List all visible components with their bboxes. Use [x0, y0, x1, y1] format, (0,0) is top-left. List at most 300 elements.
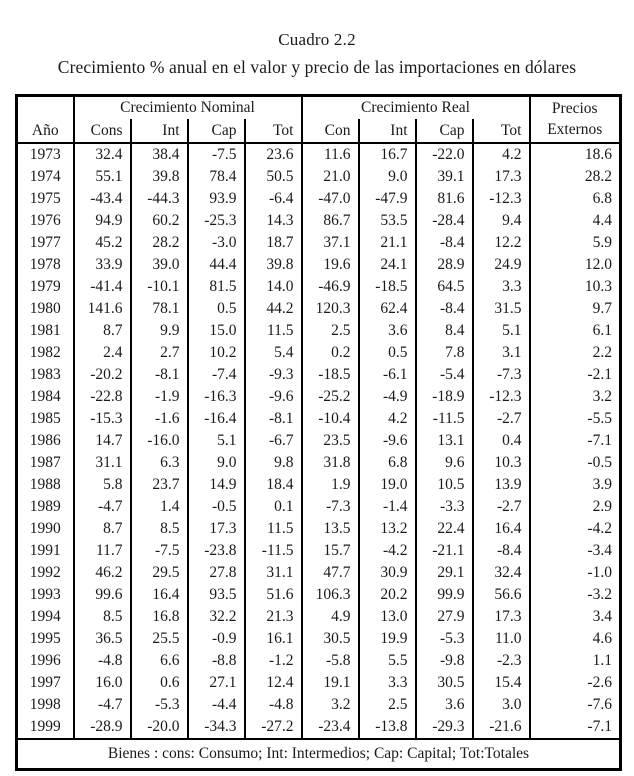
value-cell: 13.0 [359, 606, 416, 628]
value-cell: -8.4 [416, 298, 473, 320]
value-cell: -9.8 [416, 650, 473, 672]
year-cell: 1979 [29, 278, 61, 296]
value-cell: 10.2 [188, 342, 245, 364]
value-cell: 13.5 [302, 518, 359, 540]
value-cell: 64.5 [416, 276, 473, 298]
value-cell: 8.7 [74, 518, 131, 540]
value-cell: -21.6 [473, 716, 530, 739]
value-cell: 3.6 [416, 694, 473, 716]
table-row [17, 694, 621, 716]
value-cell: -22.8 [74, 386, 131, 408]
value-cell: 2.5 [359, 694, 416, 716]
value-cell: 8.5 [74, 606, 131, 628]
value-cell: 19.1 [302, 672, 359, 694]
value-cell: 8.4 [416, 320, 473, 342]
value-cell: -8.4 [416, 232, 473, 254]
value-cell: 19.6 [302, 254, 359, 276]
value-cell: 27.8 [188, 562, 245, 584]
table-row [17, 452, 621, 474]
year-cell: 1977 [29, 234, 61, 252]
value-cell: 30.5 [302, 628, 359, 650]
column-header-cap-real: Cap [416, 119, 473, 143]
year-cell: 1985 [29, 410, 61, 428]
value-cell: 14.3 [245, 210, 302, 232]
value-cell: 27.1 [188, 672, 245, 694]
value-cell: 36.5 [74, 628, 131, 650]
value-cell: -1.4 [359, 496, 416, 518]
value-cell: -34.3 [188, 716, 245, 739]
value-cell: 1.1 [530, 650, 621, 672]
table-row [17, 628, 621, 650]
value-cell: -9.6 [359, 430, 416, 452]
value-cell: 3.2 [530, 386, 621, 408]
value-cell: -18.5 [302, 364, 359, 386]
value-cell: -47.9 [359, 188, 416, 210]
value-cell: 28.2 [131, 232, 188, 254]
value-cell: -28.9 [74, 716, 131, 739]
value-cell: 9.8 [245, 452, 302, 474]
group-header-precios-externos [530, 96, 621, 144]
table-row [17, 518, 621, 540]
table-row [17, 474, 621, 496]
value-cell: 39.1 [416, 166, 473, 188]
value-cell: 17.3 [473, 166, 530, 188]
value-cell: 8.7 [74, 320, 131, 342]
column-header-ano: Año [17, 119, 74, 143]
value-cell: -4.2 [359, 540, 416, 562]
table-row [17, 210, 621, 232]
value-cell: 17.3 [188, 518, 245, 540]
value-cell: -4.2 [530, 518, 621, 540]
value-cell: -2.3 [473, 650, 530, 672]
value-cell: 5.1 [473, 320, 530, 342]
value-cell: 4.9 [302, 606, 359, 628]
value-cell: 16.1 [245, 628, 302, 650]
value-cell: -43.4 [74, 188, 131, 210]
precios-line2: Externos [547, 120, 603, 138]
value-cell: 3.3 [473, 276, 530, 298]
value-cell: -2.7 [473, 496, 530, 518]
value-cell: 39.8 [131, 166, 188, 188]
value-cell: -6.4 [245, 188, 302, 210]
column-header-tot-real: Tot [473, 119, 530, 143]
year-cell: 1987 [29, 454, 61, 472]
value-cell: 16.8 [131, 606, 188, 628]
table-row [17, 540, 621, 562]
value-cell: 0.5 [359, 342, 416, 364]
year-cell: 1981 [29, 322, 61, 340]
value-cell: -7.1 [530, 716, 621, 739]
value-cell: -4.8 [245, 694, 302, 716]
year-cell: 1995 [29, 630, 61, 648]
table-row [17, 342, 621, 364]
value-cell: -7.1 [530, 430, 621, 452]
value-cell: 93.9 [188, 188, 245, 210]
value-cell: 18.4 [245, 474, 302, 496]
value-cell: -44.3 [131, 188, 188, 210]
value-cell: 0.1 [245, 496, 302, 518]
value-cell: 13.9 [473, 474, 530, 496]
value-cell: -4.4 [188, 694, 245, 716]
year-cell: 1980 [29, 300, 61, 318]
table-row [17, 188, 621, 210]
value-cell: -6.7 [245, 430, 302, 452]
value-cell: 19.9 [359, 628, 416, 650]
year-cell: 1982 [29, 344, 61, 362]
value-cell: 3.3 [359, 672, 416, 694]
value-cell: 3.1 [473, 342, 530, 364]
value-cell: 16.7 [359, 143, 416, 166]
value-cell: 28.9 [416, 254, 473, 276]
value-cell: 16.4 [473, 518, 530, 540]
value-cell: 45.2 [74, 232, 131, 254]
table-row [17, 430, 621, 452]
value-cell: -46.9 [302, 276, 359, 298]
value-cell: 81.5 [188, 276, 245, 298]
table-row [17, 716, 621, 739]
value-cell: 8.5 [131, 518, 188, 540]
group-header-real: Crecimiento Real [302, 96, 530, 120]
value-cell: -27.2 [245, 716, 302, 739]
table-row [17, 584, 621, 606]
value-cell: 9.0 [359, 166, 416, 188]
value-cell: -7.5 [188, 143, 245, 166]
value-cell: -18.9 [416, 386, 473, 408]
value-cell: -11.5 [245, 540, 302, 562]
column-header-tot-nominal: Tot [245, 119, 302, 143]
table-row [17, 276, 621, 298]
value-cell: 2.9 [530, 496, 621, 518]
value-cell: 37.1 [302, 232, 359, 254]
value-cell: 21.3 [245, 606, 302, 628]
value-cell: 9.4 [473, 210, 530, 232]
value-cell: 1.9 [302, 474, 359, 496]
value-cell: 3.6 [359, 320, 416, 342]
value-cell: -7.6 [530, 694, 621, 716]
value-cell: 16.0 [74, 672, 131, 694]
value-cell: 50.5 [245, 166, 302, 188]
value-cell: 15.7 [302, 540, 359, 562]
value-cell: -47.0 [302, 188, 359, 210]
value-cell: -0.5 [188, 496, 245, 518]
value-cell: 0.5 [188, 298, 245, 320]
value-cell: -3.0 [188, 232, 245, 254]
value-cell: 78.4 [188, 166, 245, 188]
value-cell: -25.2 [302, 386, 359, 408]
value-cell: 23.7 [131, 474, 188, 496]
value-cell: 12.2 [473, 232, 530, 254]
value-cell: -0.9 [188, 628, 245, 650]
footer-row [17, 739, 621, 770]
value-cell: -16.0 [131, 430, 188, 452]
year-cell: 1974 [29, 168, 61, 186]
column-header-int-real: Int [359, 119, 416, 143]
value-cell: 2.5 [302, 320, 359, 342]
table-row [17, 386, 621, 408]
value-cell: -29.3 [416, 716, 473, 739]
value-cell: -4.9 [359, 386, 416, 408]
value-cell: -5.8 [302, 650, 359, 672]
year-cell: 1984 [29, 388, 61, 406]
value-cell: -12.3 [473, 386, 530, 408]
value-cell: 3.9 [530, 474, 621, 496]
value-cell: -0.5 [530, 452, 621, 474]
column-header-cap-nominal: Cap [188, 119, 245, 143]
value-cell: 17.3 [473, 606, 530, 628]
year-cell: 1988 [29, 476, 61, 494]
value-cell: 32.4 [74, 143, 131, 166]
value-cell: 20.2 [359, 584, 416, 606]
value-cell: -5.3 [131, 694, 188, 716]
column-header-int-nominal: Int [131, 119, 188, 143]
year-cell: 1990 [29, 520, 61, 538]
year-cell: 1998 [29, 696, 61, 714]
value-cell: 38.4 [131, 143, 188, 166]
year-cell: 1986 [29, 432, 61, 450]
value-cell: 33.9 [74, 254, 131, 276]
value-cell: -8.1 [245, 408, 302, 430]
value-cell: -5.5 [530, 408, 621, 430]
value-cell: 14.0 [245, 276, 302, 298]
value-cell: 4.2 [359, 408, 416, 430]
value-cell: 0.4 [473, 430, 530, 452]
value-cell: 9.7 [530, 298, 621, 320]
column-header-con-real: Con [302, 119, 359, 143]
table-row [17, 254, 621, 276]
value-cell: 31.8 [302, 452, 359, 474]
value-cell: 21.1 [359, 232, 416, 254]
value-cell: 32.2 [188, 606, 245, 628]
value-cell: 5.8 [74, 474, 131, 496]
value-cell: -4.7 [74, 694, 131, 716]
value-cell: 11.5 [245, 518, 302, 540]
value-cell: 62.4 [359, 298, 416, 320]
value-cell: 78.1 [131, 298, 188, 320]
year-cell: 1994 [29, 608, 61, 626]
value-cell: 24.9 [473, 254, 530, 276]
value-cell: 0.6 [131, 672, 188, 694]
value-cell: 16.4 [131, 584, 188, 606]
value-cell: -5.3 [416, 628, 473, 650]
value-cell: 9.9 [131, 320, 188, 342]
value-cell: -15.3 [74, 408, 131, 430]
value-cell: 53.5 [359, 210, 416, 232]
value-cell: 31.1 [74, 452, 131, 474]
value-cell: -3.4 [530, 540, 621, 562]
value-cell: -16.3 [188, 386, 245, 408]
value-cell: 5.9 [530, 232, 621, 254]
value-cell: 7.8 [416, 342, 473, 364]
value-cell: 24.1 [359, 254, 416, 276]
value-cell: -7.3 [302, 496, 359, 518]
table-row [17, 143, 621, 166]
year-cell: 1991 [29, 542, 61, 560]
corner-cell [17, 96, 74, 120]
year-cell: 1997 [29, 674, 61, 692]
year-cell: 1989 [29, 498, 61, 516]
value-cell: 10.3 [473, 452, 530, 474]
value-cell: 56.6 [473, 584, 530, 606]
value-cell: -12.3 [473, 188, 530, 210]
value-cell: 12.0 [530, 254, 621, 276]
value-cell: 18.7 [245, 232, 302, 254]
value-cell: 15.4 [473, 672, 530, 694]
value-cell: -10.1 [131, 276, 188, 298]
value-cell: 11.5 [245, 320, 302, 342]
value-cell: 31.1 [245, 562, 302, 584]
value-cell: 44.2 [245, 298, 302, 320]
value-cell: -1.0 [530, 562, 621, 584]
table-row [17, 606, 621, 628]
value-cell: -21.1 [416, 540, 473, 562]
value-cell: 4.6 [530, 628, 621, 650]
value-cell: 28.2 [530, 166, 621, 188]
value-cell: 6.8 [359, 452, 416, 474]
value-cell: 6.8 [530, 188, 621, 210]
value-cell: 5.4 [245, 342, 302, 364]
value-cell: 99.6 [74, 584, 131, 606]
value-cell: -18.5 [359, 276, 416, 298]
table-caption-number: Cuadro 2.2 [278, 30, 356, 49]
year-cell: 1996 [29, 652, 61, 670]
value-cell: 60.2 [131, 210, 188, 232]
value-cell: 3.0 [473, 694, 530, 716]
table-row [17, 408, 621, 430]
value-cell: -16.4 [188, 408, 245, 430]
value-cell: 10.5 [416, 474, 473, 496]
value-cell: -10.4 [302, 408, 359, 430]
table-row [17, 232, 621, 254]
year-cell: 1992 [29, 564, 61, 582]
value-cell: -4.7 [74, 496, 131, 518]
value-cell: 39.8 [245, 254, 302, 276]
value-cell: 13.2 [359, 518, 416, 540]
value-cell: 93.5 [188, 584, 245, 606]
precios-line1: Precios [551, 99, 598, 117]
value-cell: 30.5 [416, 672, 473, 694]
value-cell: -23.8 [188, 540, 245, 562]
value-cell: 32.4 [473, 562, 530, 584]
value-cell: 27.9 [416, 606, 473, 628]
value-cell: -7.3 [473, 364, 530, 386]
value-cell: 23.5 [302, 430, 359, 452]
year-cell: 1976 [29, 212, 61, 230]
table-footnote: Bienes : cons: Consumo; Int: Intermedios; Cap: Capital; Tot:Totales [17, 739, 621, 770]
value-cell: 19.0 [359, 474, 416, 496]
year-cell: 1999 [29, 718, 61, 736]
value-cell: -1.6 [131, 408, 188, 430]
value-cell: 2.4 [74, 342, 131, 364]
value-cell: -8.1 [131, 364, 188, 386]
value-cell: -41.4 [74, 276, 131, 298]
value-cell: 2.2 [530, 342, 621, 364]
value-cell: -28.4 [416, 210, 473, 232]
value-cell: 25.5 [131, 628, 188, 650]
value-cell: -20.2 [74, 364, 131, 386]
value-cell: 106.3 [302, 584, 359, 606]
data-table [15, 94, 622, 771]
value-cell: 3.2 [302, 694, 359, 716]
value-cell: -13.8 [359, 716, 416, 739]
group-header-row [17, 96, 621, 120]
value-cell: 11.6 [302, 143, 359, 166]
table-row [17, 320, 621, 342]
value-cell: 29.1 [416, 562, 473, 584]
value-cell: -1.9 [131, 386, 188, 408]
value-cell: 15.0 [188, 320, 245, 342]
value-cell: 11.7 [74, 540, 131, 562]
value-cell: 0.2 [302, 342, 359, 364]
value-cell: 22.4 [416, 518, 473, 540]
value-cell: -25.3 [188, 210, 245, 232]
value-cell: 6.6 [131, 650, 188, 672]
value-cell: 21.0 [302, 166, 359, 188]
value-cell: 2.7 [131, 342, 188, 364]
value-cell: -22.0 [416, 143, 473, 166]
value-cell: 1.4 [131, 496, 188, 518]
value-cell: 51.6 [245, 584, 302, 606]
value-cell: 44.4 [188, 254, 245, 276]
value-cell: 55.1 [74, 166, 131, 188]
table-caption-text: Crecimiento % anual en el valor y precio de las importaciones en dólares [57, 57, 577, 77]
value-cell: -8.8 [188, 650, 245, 672]
value-cell: 99.9 [416, 584, 473, 606]
value-cell: 120.3 [302, 298, 359, 320]
value-cell: 10.3 [530, 276, 621, 298]
value-cell: -8.4 [473, 540, 530, 562]
value-cell: 4.2 [473, 143, 530, 166]
value-cell: 94.9 [74, 210, 131, 232]
year-cell: 1983 [29, 366, 61, 384]
value-cell: 14.9 [188, 474, 245, 496]
value-cell: 12.4 [245, 672, 302, 694]
table-row [17, 298, 621, 320]
value-cell: 47.7 [302, 562, 359, 584]
value-cell: 4.4 [530, 210, 621, 232]
group-header-nominal: Crecimiento Nominal [74, 96, 302, 120]
year-cell: 1993 [29, 586, 61, 604]
value-cell: -9.3 [245, 364, 302, 386]
value-cell: 9.0 [188, 452, 245, 474]
value-cell: 29.5 [131, 562, 188, 584]
value-cell: 13.1 [416, 430, 473, 452]
value-cell: -5.4 [416, 364, 473, 386]
value-cell: -3.3 [416, 496, 473, 518]
value-cell: 11.0 [473, 628, 530, 650]
value-cell: -9.6 [245, 386, 302, 408]
value-cell: -11.5 [416, 408, 473, 430]
table-row [17, 672, 621, 694]
value-cell: 39.0 [131, 254, 188, 276]
value-cell: 141.6 [74, 298, 131, 320]
value-cell: 86.7 [302, 210, 359, 232]
value-cell: -7.4 [188, 364, 245, 386]
column-header-cons-nominal: Cons [74, 119, 131, 143]
value-cell: -4.8 [74, 650, 131, 672]
value-cell: 14.7 [74, 430, 131, 452]
table-row [17, 650, 621, 672]
value-cell: 31.5 [473, 298, 530, 320]
table-row [17, 166, 621, 188]
value-cell: -7.5 [131, 540, 188, 562]
value-cell: 9.6 [416, 452, 473, 474]
table-body [17, 143, 621, 739]
value-cell: 23.6 [245, 143, 302, 166]
year-cell: 1975 [29, 190, 61, 208]
value-cell: 81.6 [416, 188, 473, 210]
value-cell: 5.5 [359, 650, 416, 672]
value-cell: -3.2 [530, 584, 621, 606]
